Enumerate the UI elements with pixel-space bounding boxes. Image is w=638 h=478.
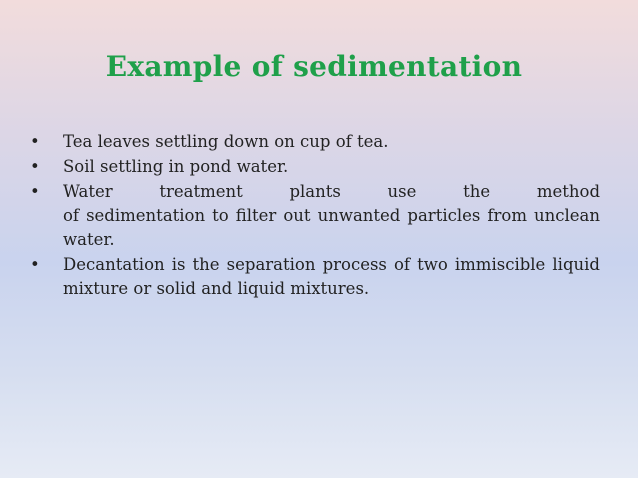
slide-title: Example of sedimentation [105, 50, 523, 83]
bullet-icon: • [30, 255, 40, 274]
bullet-text: Decantation is the separation process of two immiscible liquid mixture or solid and liquid mixtures. [63, 255, 600, 298]
list-item [30, 253, 600, 301]
bullet-text: Tea leaves settling down on cup of tea. [63, 132, 389, 151]
list-item [30, 155, 600, 179]
bullet-list [30, 130, 600, 302]
list-item [30, 180, 600, 252]
bullet-icon: • [30, 132, 40, 151]
bullet-text: Soil settling in pond water. [63, 157, 289, 176]
bullet-text: of sedimentation to filter out unwanted particles from unclean water. [63, 206, 600, 249]
bullet-icon: • [30, 182, 40, 201]
bullet-text-line-1: Water treatment plants use the method [63, 182, 600, 201]
bullet-icon: • [30, 157, 40, 176]
list-item [30, 130, 600, 154]
